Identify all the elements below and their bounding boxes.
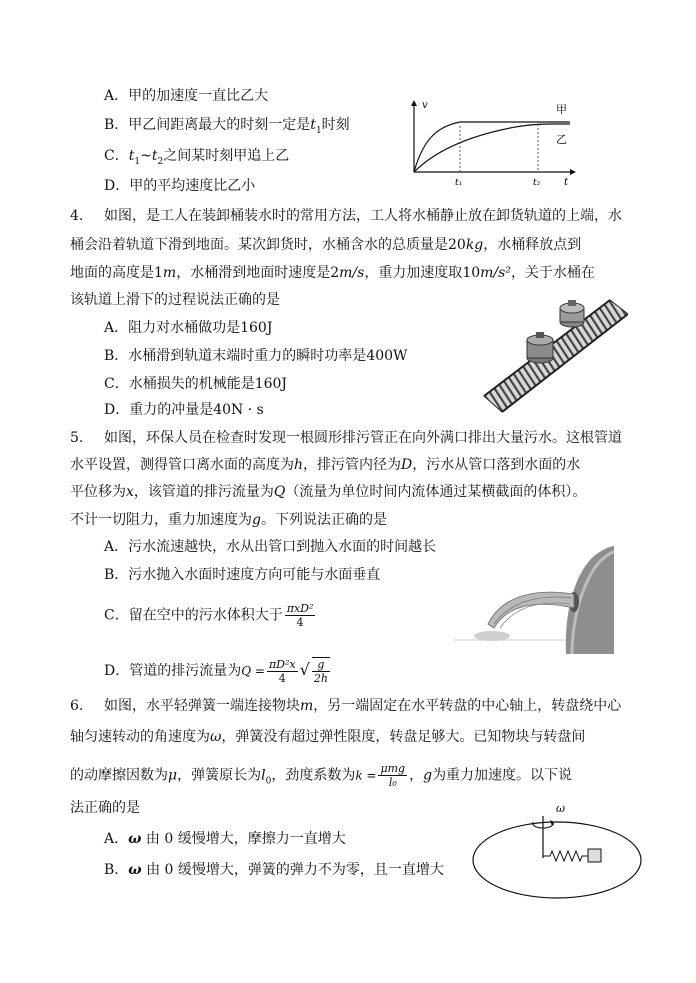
q4-stem-line3: 地面的高度是1m，水桶滑到地面时速度是2m/s，重力加速度取10m/s²，关于水桶在 [70, 265, 595, 281]
sqrt-g-over-2h: $\frac{g}{2h}$ [313, 658, 328, 685]
q4-stem-line2: 桶会沿着轨道下滑到地面。某次卸货时，水桶含水的总质量是20kg，水桶释放点到 [70, 237, 582, 253]
water-bucket-upper [560, 300, 584, 327]
axis-t-label: t [564, 177, 569, 188]
q6-option-a: A．ω 由 0 缓慢增大，摩擦力一直增大 [104, 831, 346, 847]
label-yi: 乙 [556, 133, 567, 146]
q3-option-c: C．$t_1\sim t_2$之间某时刻甲追上乙 [104, 148, 290, 167]
q5-stem-line3: 平位移为x，该管道的排污流量为Q（流量为单位时间内流体通过某横截面的体积）。 [70, 484, 587, 500]
q5-stem-line4: 不计一切阻力，重力加速度为g。下列说法正确的是 [70, 512, 387, 528]
q3-option-b: B．甲乙间距离最大的时刻一定是$t_1$时刻 [104, 117, 350, 136]
q4-option-c: C．水桶损失的机械能是160J [104, 376, 288, 392]
q5-option-b: B．污水抛入水面时速度方向可能与水面垂直 [104, 567, 381, 583]
q3-option-d: D．甲的平均速度比乙小 [104, 178, 256, 194]
q5-number: 5. [70, 430, 84, 446]
q6-stem-line2: 轴匀速转动的角速度为ω，弹簧没有超过弹性限度，转盘足够大。已知物块与转盘间 [70, 729, 586, 745]
spring [543, 851, 588, 861]
q4-stem-line1: 如图，是工人在装卸桶装水时的常用方法，工人将水桶静止放在卸货轨道的上端，水 [104, 208, 622, 224]
fraction-mumg-over-l0: $\frac{\text{μmg}}{\text{l₀}}$ [380, 762, 406, 789]
axis-v-label: v [422, 100, 428, 111]
q6-stem-line1: 如图，水平轻弹簧一端连接物块m，另一端固定在水平转盘的中心轴上，转盘绕中心 [104, 698, 622, 714]
q4-option-a: A．阻力对水桶做功是160J [104, 320, 273, 336]
q4-option-b: B．水桶滑到轨道末端时重力的瞬时功率是400W [104, 348, 408, 364]
q5-option-a: A．污水流速越快，水从出管口到抛入水面的时间越长 [104, 539, 437, 555]
water-bucket-lower [527, 332, 553, 363]
curve-jia [414, 122, 570, 172]
q4-stem-line4: 该轨道上滑下的过程说法正确的是 [70, 292, 280, 308]
q5-option-c: C．留在空中的污水体积大于 $\frac{\text{πxD²}}{4}$ [104, 602, 314, 629]
q4-option-d: D．重力的冲量是40N · s [104, 402, 264, 418]
water-bucket-conveyor-image [482, 294, 628, 414]
q5-stem-line2: 水平设置，测得管口离水面的高度为h，排污管内径为D，污水从管口落到水面的水 [70, 457, 581, 473]
q3-option-a: A．甲的加速度一直比乙大 [104, 88, 269, 104]
turntable [473, 822, 641, 898]
turntable-spring-diagram [470, 796, 644, 906]
omega-label: ω [556, 802, 565, 815]
q4-number: 4. [70, 208, 84, 224]
block-m [588, 849, 601, 862]
q5-stem-line1: 如图，环保人员在检查时发现一根圆形排污管正在向外满口排出大量污水。这根管道 [104, 430, 622, 446]
q6-stem-line3: 的动摩擦因数为μ，弹簧原长为$l_0$，劲度系数为k = $\frac{\text{μmg}}{\text{l₀}}$ ，g为重力加速度。以下说 [70, 762, 573, 789]
sewage-pipe-image [454, 544, 614, 656]
tick-t1: t₁ [455, 178, 463, 188]
fraction-pixd2-over-4: $\frac{\text{πxD²}}{4}$ [286, 602, 314, 629]
q6-stem-line4: 法正确的是 [70, 800, 140, 816]
fraction-pid2x-over-4: $\frac{\text{πD²x}}{4}$ [268, 657, 296, 685]
q5-option-d: D．管道的排污流量为Q = $\frac{\text{πD²x}}{4}$ √ $\frac{g}{2h}$ [104, 657, 328, 685]
q6-option-b: B．ω 由 0 缓慢增大，弹簧的弹力不为零，且一直增大 [104, 862, 444, 878]
q6-number: 6. [70, 698, 84, 714]
label-jia: 甲 [556, 103, 567, 116]
tick-t2: t₂ [533, 178, 541, 188]
velocity-time-graph [400, 96, 580, 188]
